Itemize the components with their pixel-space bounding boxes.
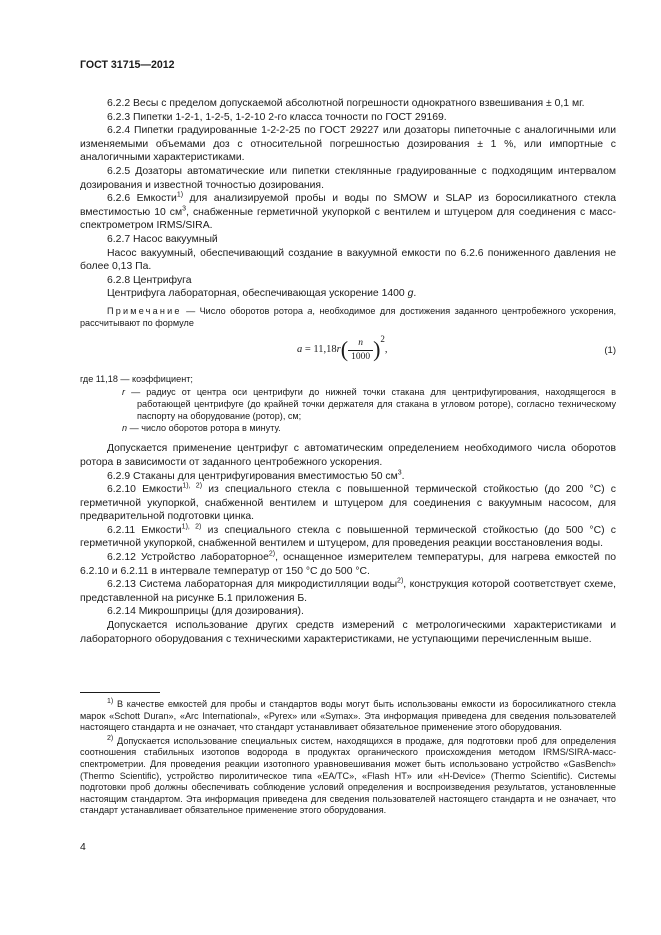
page-header-doc-id: ГОСТ 31715—2012 bbox=[80, 59, 175, 71]
page-number: 4 bbox=[80, 842, 86, 853]
paragraph-6-2-2: 6.2.2 Весы с пределом допускаемой абсолютной погрешности однократного взвешивания ± 0,1 мг. bbox=[107, 98, 585, 109]
paragraph-centrifuge-auto: Допускается применение центрифуг с автоматическим определением необходимого числа оборотов ротора в зависимости от заданного центробежного ускорения. bbox=[80, 443, 616, 468]
footnote-ref: 1) bbox=[176, 191, 184, 199]
note-label: Примечание bbox=[107, 305, 182, 316]
paragraph-6-2-5: 6.2.5 Дозаторы автоматические или пипетки стеклянные градуированные с подходящим интервалом дозирования и известной точностью дозирования. bbox=[80, 165, 616, 191]
paragraph-6-2-11: 6.2.11 Емкости$^{1), 2)}$ из специального стекла с повышенной термической стойкостью (до 500 °С) с герметичной укупоркой, снабженной вентилем и штуцером, для проведения реакции восстановления воды. bbox=[80, 523, 616, 550]
where-r: r — радиус от центра оси центрифуги до нижней точки стакана для центрифугирования, находящегося в работающей центрифуге (до крайней точки держателя для стакана в угловом роторе), согласно техническому паспорту на оборудование (ротор), см; bbox=[122, 386, 616, 421]
footnote-1: $^{1)}$ В качестве емкостей для пробы и стандартов воды могут быть использованы емкости из боросиликатного стекла марок «Schott Duran», «Arc International», «Pyrex» или «Symax». Эта информация приведена для сведения пользователей настоящего стандарта и не означает, что стандарт устанавливает обязательное применение этого оборудования. bbox=[80, 697, 616, 733]
formula: a = 11,18r( $\frac{n}{1000}$ )$^2$, bbox=[297, 334, 388, 362]
paragraph-6-2-3: 6.2.3 Пипетки 1-2-1, 1-2-5, 1-2-10 2-го класса точности по ГОСТ 29169. bbox=[107, 111, 447, 123]
paragraph-6-2-13: 6.2.13 Система лабораторная для микродистилляции воды$^{2)}$, конструкция которой соответствует схеме, представленной на рисунке Б.1 приложения Б. bbox=[80, 577, 616, 604]
paragraph-6-2-8: 6.2.8 Центрифуга bbox=[107, 274, 192, 286]
footnote-2: $^{2)}$ Допускается использование специальных систем, находящихся в продаже, для подготовки проб для определения соотношения стабильных изотопов водорода в продуктах органического происхождения методом IRMS/SIRA-масс-спектрометрии. Для проведения реакции изотопного уравновешивания может быть использовано устройство «GasBench» (Thermo Scientific), устройство пиролитическое типа «EA/TC», «Flash HT» или «H-Device» (Thermo Scientific). Системы подготовки проб должны обеспечивать соблюдение условий определения и воспроизведения результатов, установленные настоящим стандартом. Эта информация приведена для сведения пользователей настоящего стандарта и не означает, что стандарт устанавливает обязательное применение этого оборудования. bbox=[80, 734, 616, 816]
paragraph-final: Допускается использование других средств измерений с метрологическими характеристиками и лабораторного оборудования с техническими характеристиками, не уступающими перечисленным выше. bbox=[80, 620, 616, 645]
where-n: n — число оборотов ротора в минуту. bbox=[122, 423, 281, 434]
paragraph-6-2-12: 6.2.12 Устройство лабораторное$^{2)}$, оснащенное измерителем температуры, для нагрева емкостей по 6.2.10 и 6.2.11 в интервале температур от 150 °С до 500 °С. bbox=[80, 550, 617, 577]
paragraph-6-2-6: 6.2.6 Емкости$^{1)}$ для анализируемой пробы и воды по SMOW и SLAP из боросиликатного стекла вместимостью 10 $см^3$, снабженные герметичной укупоркой с вентилем и штуцером для соединения с масс-спектрометром IRMS/SIRA. bbox=[80, 191, 616, 232]
paragraph-6-2-9: 6.2.9 Стаканы для центрифугирования вместимостью 50 $см^3$. bbox=[107, 469, 405, 482]
paragraph-6-2-14: 6.2.14 Микрошприцы (для дозирования). bbox=[107, 606, 304, 618]
formula-fraction: $\frac{n}{1000}$ bbox=[348, 337, 373, 362]
paragraph-6-2-8-desc: Центрифуга лабораторная, обеспечивающая ускорение 1400 g. bbox=[107, 288, 417, 300]
where-intro: где 11,18 — коэффициент; bbox=[80, 374, 193, 385]
paragraph-6-2-4: 6.2.4 Пипетки градуированные 1-2-2-25 по ГОСТ 29227 или дозаторы пипеточные с аналогичными или изменяемыми объемами доз с относительной погрешностью дозирования ± 1 %, или импортные с аналогичными характеристиками. bbox=[80, 125, 616, 164]
main-text bbox=[80, 97, 616, 646]
paragraph-6-2-10: 6.2.10 Емкости$^{1), 2)}$ из специального стекла с повышенной термической стойкостью (до 200 °С) с герметичной укупоркой, снабженной вентилем и штуцером для соединения с вакуумным насосом, для предварительной подготовки цинка. bbox=[80, 482, 616, 523]
note-text: Примечание — Число оборотов ротора a, необходимое для достижения заданного центробежного ускорения, рассчитывают по формуле bbox=[80, 305, 616, 329]
paragraph-6-2-7: 6.2.7 Насос вакуумный bbox=[107, 233, 218, 245]
equation-number: (1) bbox=[604, 345, 616, 357]
footnotes bbox=[80, 699, 616, 819]
paragraph-6-2-7-desc: Насос вакуумный, обеспечивающий создание в вакуумной емкости по 6.2.6 пониженного давления не более 0,13 Па. bbox=[80, 247, 616, 273]
note-block bbox=[80, 305, 616, 434]
formula-row bbox=[80, 333, 616, 371]
footnote-separator bbox=[80, 692, 160, 693]
